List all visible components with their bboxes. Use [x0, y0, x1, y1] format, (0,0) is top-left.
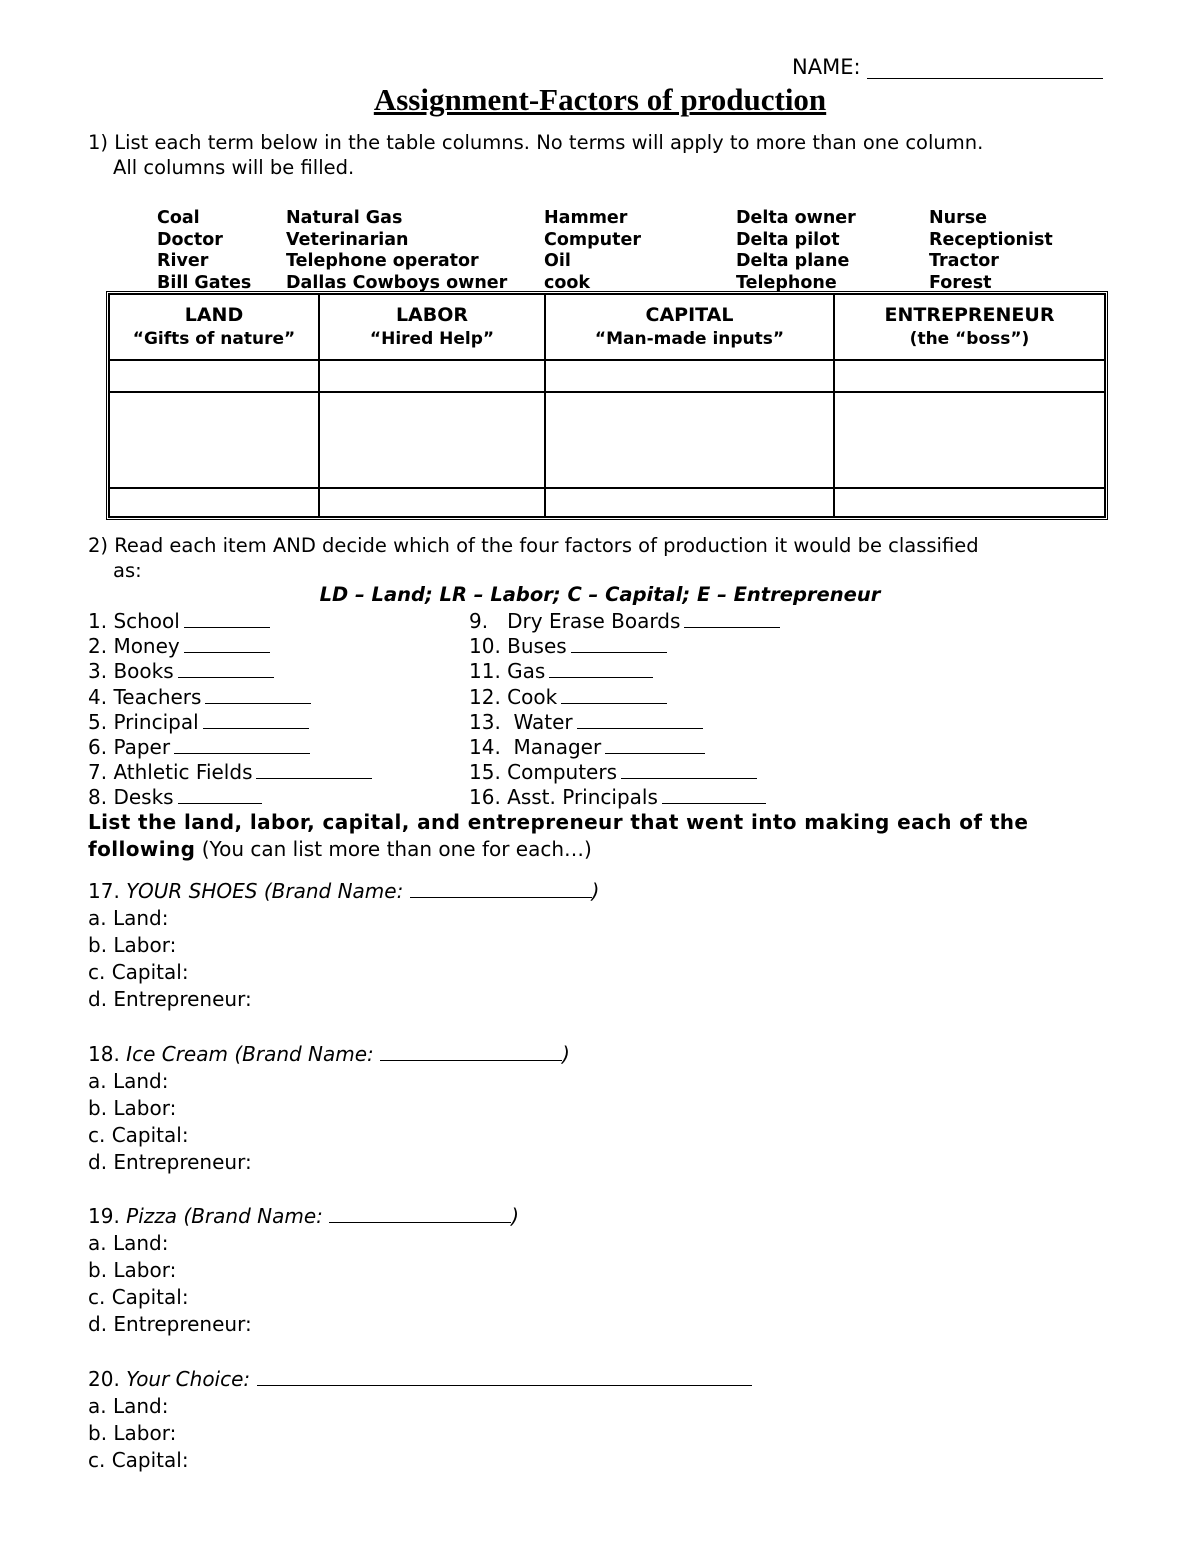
- list-item: 8. Desks: [88, 785, 372, 810]
- factors-table: [106, 291, 1108, 520]
- product-heading: 20. Your Choice:: [88, 1366, 752, 1393]
- land-line: a. Land:: [88, 1394, 169, 1418]
- word-bank-term: Hammer: [544, 208, 628, 228]
- word-bank-term: Telephone: [736, 272, 837, 293]
- word-bank-term: cook: [544, 272, 591, 293]
- list-item: 7. Athletic Fields: [88, 760, 372, 785]
- word-bank-term: Bill Gates: [157, 272, 252, 293]
- brand-name-blank[interactable]: [329, 1204, 511, 1223]
- word-bank-term: Oil: [544, 251, 571, 271]
- classification-legend: LD – Land; LR – Labor; C – Capital; E – Entrepreneur: [319, 583, 881, 606]
- answer-blank[interactable]: [561, 685, 667, 704]
- answer-blank[interactable]: [256, 760, 372, 779]
- header-land: LAND “Gifts of nature”: [109, 294, 319, 360]
- entrepreneur-line: d. Entrepreneur:: [88, 1312, 252, 1336]
- answer-blank[interactable]: [621, 760, 757, 779]
- header-labor: LABOR “Hired Help”: [319, 294, 545, 360]
- word-bank-term: Coal: [157, 208, 200, 228]
- table-row: [109, 360, 1105, 392]
- list-item: 14. Manager: [469, 735, 780, 760]
- product-block-your-choice: [88, 1366, 752, 1474]
- labor-line: b. Labor:: [88, 933, 177, 957]
- word-bank-term: Telephone operator: [286, 251, 479, 271]
- answer-blank[interactable]: [174, 735, 310, 754]
- capital-cell[interactable]: [545, 360, 834, 392]
- table-header-row: [109, 294, 1105, 360]
- list-item: 1. School: [88, 609, 372, 634]
- word-bank-term: Delta plane: [736, 251, 850, 271]
- answer-blank[interactable]: [184, 609, 270, 628]
- word-bank-term: Forest: [929, 272, 992, 293]
- header-capital: CAPITAL “Man-made inputs”: [545, 294, 834, 360]
- word-bank-term: Natural Gas: [286, 208, 403, 228]
- list-item: 6. Paper: [88, 735, 372, 760]
- list-item: 5. Principal: [88, 710, 372, 735]
- answer-blank[interactable]: [184, 634, 270, 653]
- answer-blank[interactable]: [662, 785, 766, 804]
- q3-instruction-bold: List the land, labor, capital, and entrepreneur that went into making each of the following: [88, 810, 1029, 861]
- q1-instruction-line2: All columns will be filled.: [113, 156, 355, 179]
- product-block-ice-cream: [88, 1041, 570, 1176]
- labor-line: b. Labor:: [88, 1421, 177, 1445]
- land-cell[interactable]: [109, 392, 319, 488]
- word-bank-term: Veterinarian: [286, 229, 409, 250]
- q2-instruction-line2: as:: [113, 559, 142, 582]
- product-heading: 17. YOUR SHOES (Brand Name: ): [88, 879, 600, 903]
- land-line: a. Land:: [88, 906, 169, 930]
- brand-name-blank[interactable]: [410, 879, 592, 898]
- items-left-column: [88, 609, 372, 811]
- entrepreneur-line: d. Entrepreneur:: [88, 987, 252, 1011]
- list-item: 16. Asst. Principals: [469, 785, 780, 810]
- list-item: 12. Cook: [469, 685, 780, 710]
- capital-line: c. Capital:: [88, 1123, 189, 1147]
- word-bank-term: Delta pilot: [736, 229, 840, 250]
- name-field[interactable]: [792, 55, 1103, 79]
- list-item: 9. Dry Erase Boards: [469, 609, 780, 634]
- entrepreneur-cell[interactable]: [834, 392, 1105, 488]
- word-bank-column-5: [929, 208, 1053, 294]
- word-bank-column-2: [286, 208, 507, 294]
- word-bank-column-1: [157, 208, 251, 294]
- word-bank-column-4: [736, 208, 856, 294]
- word-bank-term: Doctor: [157, 229, 223, 250]
- word-bank-term: Nurse: [929, 208, 988, 228]
- list-item: 4. Teachers: [88, 685, 372, 710]
- land-line: a. Land:: [88, 1069, 169, 1093]
- brand-name-blank[interactable]: [380, 1042, 562, 1061]
- items-right-column: [469, 609, 780, 811]
- list-item: 11. Gas: [469, 659, 780, 684]
- land-line: a. Land:: [88, 1231, 169, 1255]
- product-heading: 19. Pizza (Brand Name: ): [88, 1204, 520, 1228]
- labor-cell[interactable]: [319, 392, 545, 488]
- name-label: NAME:: [792, 55, 861, 79]
- answer-blank[interactable]: [684, 609, 780, 628]
- entrepreneur-cell[interactable]: [834, 488, 1105, 517]
- word-bank-term: Dallas Cowboys owner: [286, 272, 508, 293]
- header-entrepreneur: ENTREPRENEUR (the “boss”): [834, 294, 1105, 360]
- answer-blank[interactable]: [577, 710, 703, 729]
- labor-line: b. Labor:: [88, 1258, 177, 1282]
- name-blank-line[interactable]: [867, 58, 1103, 79]
- word-bank-term: Delta owner: [736, 208, 856, 228]
- q3-instruction-note: (You can list more than one for each…): [195, 837, 592, 861]
- product-block-shoes: [88, 878, 599, 1013]
- list-item: 13. Water: [469, 710, 780, 735]
- entrepreneur-line: d. Entrepreneur:: [88, 1150, 252, 1174]
- word-bank-term: Computer: [544, 229, 641, 250]
- word-bank-column-3: [544, 208, 641, 294]
- q2-instruction-line1: 2) Read each item AND decide which of the four factors of production it would be classified: [88, 534, 979, 557]
- labor-line: b. Labor:: [88, 1096, 177, 1120]
- answer-blank[interactable]: [203, 710, 309, 729]
- choice-blank[interactable]: [257, 1367, 752, 1386]
- product-block-pizza: [88, 1203, 519, 1338]
- q1-instruction-line1: 1) List each term below in the table columns. No terms will apply to more than one column.: [88, 131, 984, 154]
- land-cell[interactable]: [109, 360, 319, 392]
- capital-line: c. Capital:: [88, 1285, 189, 1309]
- list-item: 3. Books: [88, 659, 372, 684]
- labor-cell[interactable]: [319, 360, 545, 392]
- answer-blank[interactable]: [178, 659, 274, 678]
- table-row: [109, 392, 1105, 488]
- labor-cell[interactable]: [319, 488, 545, 517]
- q2-instruction: [88, 533, 1118, 583]
- capital-line: c. Capital:: [88, 1448, 189, 1472]
- capital-cell[interactable]: [545, 488, 834, 517]
- page-title: Assignment-Factors of production: [373, 82, 827, 117]
- answer-blank[interactable]: [178, 785, 262, 804]
- word-bank-term: Receptionist: [929, 229, 1053, 250]
- table-row: [109, 488, 1105, 517]
- answer-blank[interactable]: [549, 659, 653, 678]
- product-heading: 18. Ice Cream (Brand Name: ): [88, 1042, 570, 1066]
- answer-blank[interactable]: [605, 735, 705, 754]
- capital-line: c. Capital:: [88, 960, 189, 984]
- list-item: 15. Computers: [469, 760, 780, 785]
- land-cell[interactable]: [109, 488, 319, 517]
- capital-cell[interactable]: [545, 392, 834, 488]
- list-item: 10. Buses: [469, 634, 780, 659]
- q3-instruction: [88, 809, 1088, 863]
- word-bank-term: Tractor: [929, 251, 999, 271]
- list-item: 2. Money: [88, 634, 372, 659]
- answer-blank[interactable]: [205, 685, 311, 704]
- q1-instruction: [88, 130, 1118, 180]
- answer-blank[interactable]: [571, 634, 667, 653]
- word-bank-term: River: [157, 251, 209, 271]
- entrepreneur-cell[interactable]: [834, 360, 1105, 392]
